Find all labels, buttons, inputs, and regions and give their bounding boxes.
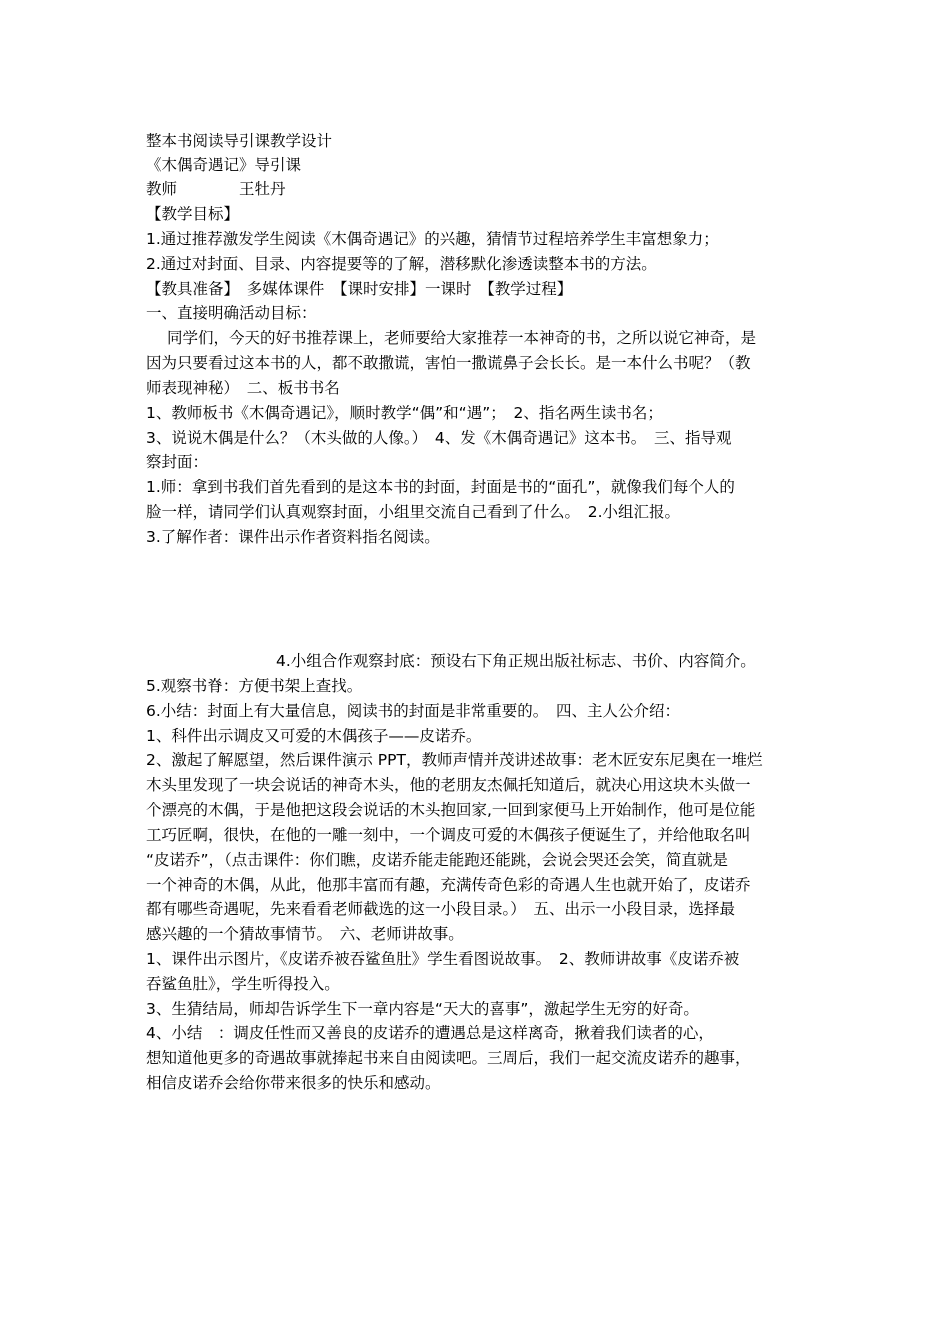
paragraph-line: 一个神奇的木偶，从此，他那丰富而有趣，充满传奇色彩的奇遇人生也就开始了，皮诺乔 (146, 876, 751, 894)
paragraph-line: 脸一样，请同学们认真观察封面，小组里交流自己看到了什么。 2.小组汇报。 (146, 503, 681, 521)
paragraph-line: 1.师：拿到书我们首先看到的是这本书的封面，封面是书的“面孔”，就像我们每个人的 (146, 478, 735, 496)
preparation-line: 【教具准备】 多媒体课件 【课时安排】一课时 【教学过程】 (146, 280, 573, 298)
paragraph-line: 2、激起了解愿望，然后课件演示 PPT，教师声情并茂讲述故事：老木匠安东尼奥在一堆烂 (146, 751, 763, 769)
paragraph-line: 5.观察书脊：方便书架上查找。 (146, 677, 363, 695)
paragraph-line: 吞鲨鱼肚》，学生听得投入。 (146, 975, 340, 993)
paragraph-line: 同学们，今天的好书推荐课上，老师要给大家推荐一本神奇的书，之所以说它神奇，是 (167, 329, 757, 347)
paragraph-line: 察封面： (146, 453, 209, 471)
paragraph-line: 相信皮诺乔会给你带来很多的快乐和感动。 (146, 1074, 441, 1092)
paragraph-line: 6.小结：封面上有大量信息，阅读书的封面是非常重要的。 四、主人公介绍： (146, 702, 681, 720)
goal-1: 1.通过推荐激发学生阅读《木偶奇遇记》的兴趣，猜情节过程培养学生丰富想象力； (146, 230, 719, 248)
paragraph-line: 4.小组合作观察封底：预设右下角正规出版社标志、书价、内容简介。 (276, 652, 756, 670)
paragraph-line: 1、教师板书《木偶奇遇记》，顺时教学“偶”和“遇”； 2、指名两生读书名； (146, 404, 663, 422)
paragraph-line: 师表现神秘） 二、板书书名 (146, 379, 340, 397)
paragraph-line: 因为只要看过这本书的人，都不敢撒谎，害怕一撒谎鼻子会长长。是一本什么书呢？（教 (146, 354, 751, 372)
paragraph-line: “皮诺乔”，（点击课件：你们瞧，皮诺乔能走能跑还能跳，会说会哭还会笑，简直就是 (146, 851, 728, 869)
paragraph-line: 3、生猜结局，师却告诉学生下一章内容是“天大的喜事”，激起学生无穷的好奇。 (146, 1000, 699, 1018)
paragraph-line: 1、科件出示调皮又可爱的木偶孩子——皮诺乔。 (146, 727, 482, 745)
paragraph-line: 3.了解作者：课件出示作者资料指名阅读。 (146, 528, 440, 546)
paragraph-line: 都有哪些奇遇呢，先来看看老师截选的这一小段目录。） 五、出示一小段目录，选择最 (146, 900, 736, 918)
goal-2: 2.通过对封面、目录、内容提要等的了解，潜移默化渗透读整本书的方法。 (146, 255, 657, 273)
paragraph-line: 工巧匠啊，很快，在他的一雕一刻中，一个调皮可爱的木偶孩子便诞生了，并给他取名叫 (146, 826, 751, 844)
section-heading-goals: 【教学目标】 (146, 205, 240, 223)
paragraph-line: 木头里发现了一块会说话的神奇木头，他的老朋友杰佩托知道后，就决心用这块木头做一 (146, 776, 751, 794)
paragraph-line: 1、课件出示图片，《皮诺乔被吞鲨鱼肚》学生看图说故事。 2、教师讲故事《皮诺乔被 (146, 950, 740, 968)
paragraph-line: 想知道他更多的奇遇故事就捧起书来自由阅读吧。三周后，我们一起交流皮诺乔的趣事， (146, 1049, 751, 1067)
step-1-heading: 一、直接明确活动目标： (146, 304, 317, 322)
document-title: 整本书阅读导引课教学设计 (146, 132, 333, 150)
paragraph-line: 4、小结 ：调皮任性而又善良的皮诺乔的遭遇总是这样离奇，揪着我们读者的心， (146, 1024, 714, 1042)
paragraph-line: 个漂亮的木偶，于是他把这段会说话的木头抱回家,一回到家便马上开始制作，他可是位能 (146, 801, 756, 819)
teacher-line: 教师 王牡丹 (146, 180, 286, 198)
paragraph-line: 3、说说木偶是什么？（木头做的人像。） 4、发《木偶奇遇记》这本书。 三、指导观 (146, 429, 732, 447)
paragraph-line: 感兴趣的一个猜故事情节。 六、老师讲故事。 (146, 925, 464, 943)
document-subtitle: 《木偶奇遇记》导引课 (146, 156, 302, 174)
